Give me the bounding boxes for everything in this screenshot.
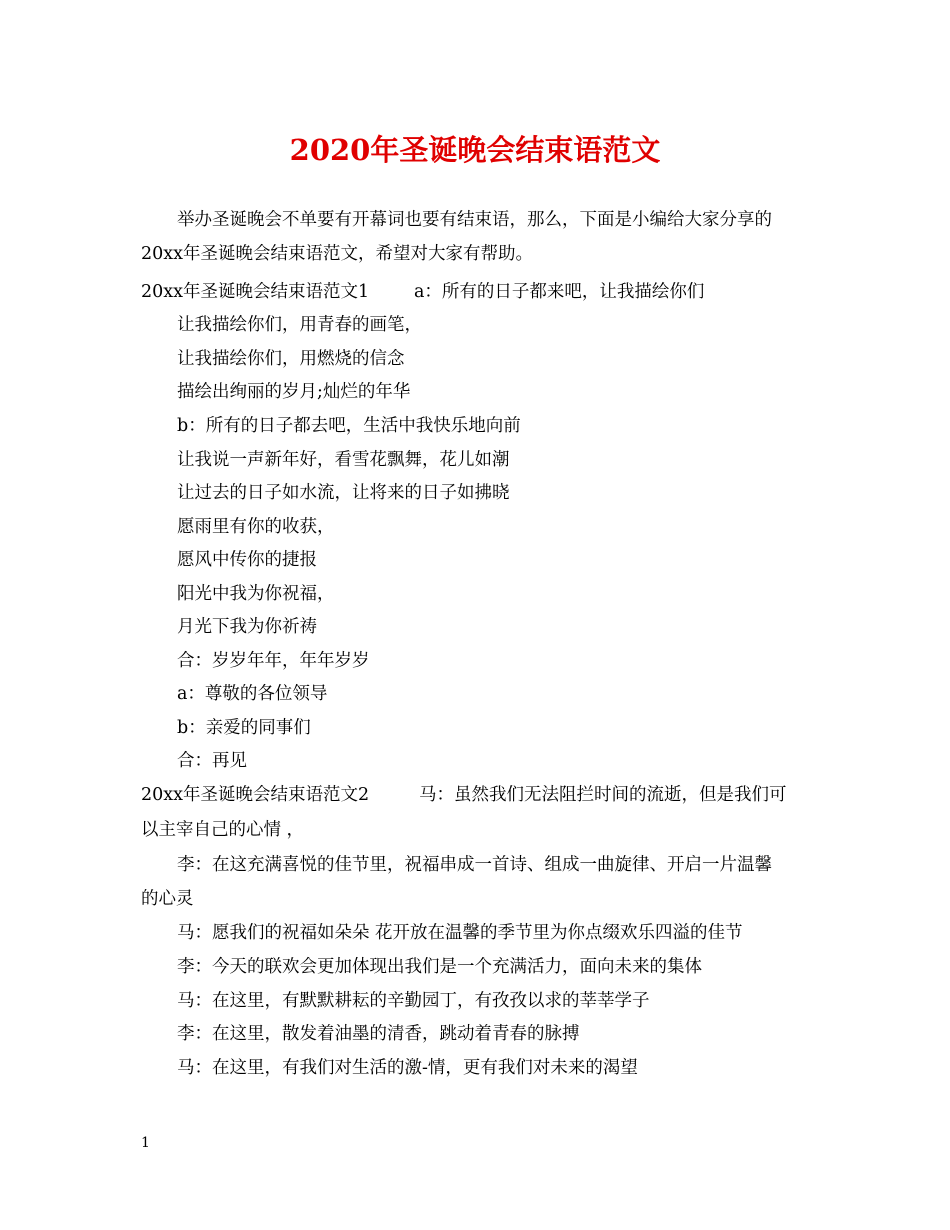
section1-line: 让我描绘你们，用燃烧的信念 <box>177 349 405 369</box>
section2-line: 马：在这里，有我们对生活的激-情，更有我们对未来的渴望 <box>177 1058 638 1078</box>
section2-first-line-cont: 以主宰自己的心情 ， <box>141 820 305 840</box>
section2-first-line: 马：虽然我们无法阻拦时间的流逝，但是我们可 <box>419 785 787 805</box>
section1-line: 月光下我为你祈祷 <box>177 617 317 637</box>
page-number: 1 <box>141 1135 150 1151</box>
section1-line: 让我描绘你们，用青春的画笔， <box>177 315 422 335</box>
section2-heading: 20xx年圣诞晚会结束语范文2 <box>141 785 370 805</box>
intro-line-2: 20xx年圣诞晚会结束语范文，希望对大家有帮助。 <box>141 244 534 264</box>
section1-line: 描绘出绚丽的岁月;灿烂的年华 <box>177 382 411 402</box>
section1-line: a：尊敬的各位领导 <box>177 684 328 704</box>
section1-line: 愿雨里有你的收获， <box>177 517 335 537</box>
section2-line: 李：今天的联欢会更加体现出我们是一个充满活力，面向未来的集体 <box>177 957 702 977</box>
section1-line: 让过去的日子如水流，让将来的日子如拂晓 <box>177 483 510 503</box>
section1-heading: 20xx年圣诞晚会结束语范文1 <box>141 282 370 302</box>
section1-line: 愿风中传你的捷报 <box>177 550 317 570</box>
section2-line: 马：在这里，有默默耕耘的辛勤园丁，有孜孜以求的莘莘学子 <box>177 991 650 1011</box>
document-title: 2020年圣诞晚会结束语范文 <box>289 133 661 167</box>
section2-line: 李：在这里，散发着油墨的清香，跳动着青春的脉搏 <box>177 1024 580 1044</box>
section1-line: b：所有的日子都去吧，生活中我快乐地向前 <box>177 416 521 436</box>
section2-li-line-2: 的心灵 <box>141 889 194 909</box>
section1-first-line: a：所有的日子都来吧，让我描绘你们 <box>414 282 705 302</box>
section1-line: 阳光中我为你祝福， <box>177 584 335 604</box>
section1-line: 合：岁岁年年，年年岁岁 <box>177 651 370 671</box>
section1-line: b：亲爱的同事们 <box>177 718 311 738</box>
section2-li-line-1: 李：在这充满喜悦的佳节里，祝福串成一首诗、组成一曲旋律、开启一片温馨 <box>177 855 772 875</box>
section1-line: 让我说一声新年好，看雪花飘舞，花儿如潮 <box>177 450 510 470</box>
section2-line: 马：愿我们的祝福如朵朵 花开放在温馨的季节里为你点缀欢乐四溢的佳节 <box>177 923 743 943</box>
section1-line: 合：再见 <box>177 751 247 771</box>
intro-line-1: 举办圣诞晚会不单要有开幕词也要有结束语，那么，下面是小编给大家分享的 <box>177 210 772 230</box>
